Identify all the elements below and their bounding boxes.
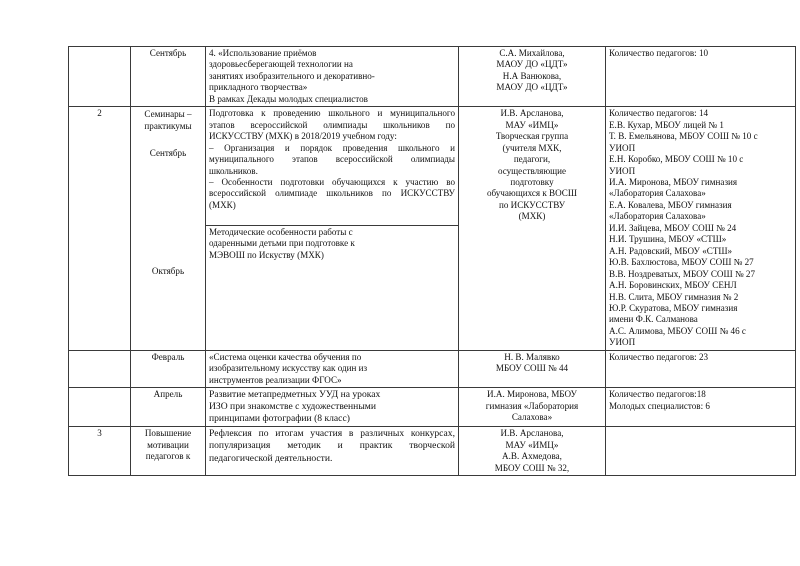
theme-line: ИЗО при знакомстве с художественными [209, 401, 376, 413]
responsible-line: Н.А Ванюкова, [502, 70, 562, 81]
result-line: А.Н. Радовский, МБОУ «СТШ» [609, 245, 733, 256]
direction-line: практикумы [144, 120, 192, 131]
theme-line: прикладного творчества» [209, 82, 308, 93]
theme-line: изобразительному искусству как один из [209, 363, 368, 374]
row-number-cell: 2 [69, 107, 131, 351]
responsible-cell [459, 427, 606, 476]
result-line: УИОП [609, 165, 636, 176]
result-line: Количество педагогов: 14 [609, 108, 709, 119]
result-line: Н.И. Трушина, МБОУ «СТШ» [609, 234, 727, 245]
row-number-cell [69, 350, 131, 387]
result-line: И.А. Миронова, МБОУ гимназия [609, 176, 738, 187]
direction-cell [131, 388, 206, 427]
theme-cell [206, 225, 459, 350]
result-cell [606, 107, 796, 351]
responsible-line: Творческая группа [495, 131, 569, 142]
theme-line: В рамках Декады молодых специалистов [209, 93, 368, 104]
result-cell [606, 47, 796, 107]
responsible-cell [459, 47, 606, 107]
responsible-line: С.А. Михайлова, [499, 48, 565, 58]
result-line: Е.В. Кухар, МБОУ лицей № 1 [609, 119, 724, 130]
theme-line: занятиях изобразительного и декоративно- [209, 70, 375, 81]
result-line: В.В. Ноздреватых, МБОУ СОШ № 27 [609, 268, 755, 279]
result-line: Количество педагогов: 23 [609, 351, 709, 362]
theme-paragraph: Подготовка к проведению школьного и муниципального этапов всероссийской олимпиады школьников по ИСКУССТВУ (МХК) в 2018/2019 учебном году: [209, 108, 455, 142]
theme-line: инструментов реализации ФГОС» [209, 374, 342, 385]
theme-line: Развитие метапредметных УУД на уроках [209, 389, 381, 401]
theme-line: МЭВОШ по Искуству (МХК) [209, 249, 324, 260]
direction-line: Апрель [153, 389, 183, 400]
direction-cell [131, 47, 206, 107]
direction-month-september: Сентябрь [149, 148, 187, 159]
result-line: Е.Н. Коробко, МБОУ СОШ № 10 с [609, 154, 744, 165]
responsible-cell [459, 107, 606, 351]
responsible-line: (МХК) [518, 211, 546, 222]
responsible-line: гимназия «Лаборатория [485, 400, 579, 411]
result-cell [606, 427, 796, 476]
result-cell [606, 350, 796, 387]
result-line: Ю.В. Бахлюстова, МБОУ СОШ № 27 [609, 257, 754, 268]
result-cell [606, 388, 796, 427]
table-row [69, 427, 796, 476]
result-line: УИОП [609, 337, 636, 348]
direction-line: Семинары – [144, 109, 192, 120]
direction-line: Повышение [144, 428, 192, 439]
theme-paragraph: – Особенности подготовки обучающихся к участию во всероссийской олимпиаде школьников по ИСКУССТВУ (МХК) [209, 176, 455, 210]
responsible-line: МАУ «ИМЦ» [505, 119, 559, 130]
responsible-line: Н. В. Малявко [504, 351, 560, 362]
direction-line: Февраль [151, 351, 185, 362]
table-row [69, 350, 796, 387]
result-line: Е.А. Ковалева, МБОУ гимназия [609, 199, 732, 210]
table-row [69, 388, 796, 427]
table-row [69, 47, 796, 107]
direction-cell [131, 107, 206, 351]
responsible-line: МБОУ СОШ № 44 [495, 363, 569, 374]
result-line: Молодых специалистов: 6 [609, 400, 710, 411]
plan-table [68, 46, 796, 476]
result-line: Количество педагогов:18 [609, 389, 706, 400]
responsible-line: (учителя МХК, [502, 142, 562, 153]
result-line: имени Ф.К. Салманова [609, 314, 698, 325]
responsible-cell [459, 350, 606, 387]
direction-month-october: Октябрь [151, 265, 185, 276]
table-row [69, 107, 796, 226]
theme-line: одаренными детьми при подготовке к [209, 238, 355, 249]
responsible-line: МАОУ ДО «ЦДТ» [496, 82, 568, 93]
row-number-cell: 3 [69, 427, 131, 476]
direction-line: педагогов к [145, 451, 191, 462]
theme-line: Методические особенности работы с [209, 226, 353, 237]
responsible-line: И.В. Арсланова, [500, 428, 564, 439]
responsible-cell [459, 388, 606, 427]
result-line: А.Н. Боровинских, МБОУ СЕНЛ [609, 280, 737, 291]
responsible-line: МАУ «ИМЦ» [505, 439, 559, 450]
responsible-line: обучающихся к ВОСШ [486, 188, 578, 199]
result-line: «Лаборатория Салахова» [609, 211, 706, 222]
responsible-line: педагоги, [513, 154, 551, 165]
theme-cell [206, 350, 459, 387]
result-line: А.С. Алимова, МБОУ СОШ № 46 с [609, 325, 746, 336]
result-line: Т. В. Емельянова, МБОУ СОШ № 10 с [609, 131, 758, 142]
row-number-cell [69, 47, 131, 107]
direction-line: Сентябрь [149, 48, 187, 58]
result-line: Ю.Р. Скуратова, МБОУ гимназия [609, 302, 738, 313]
result-line: Н.В. Слита, МБОУ гимназия № 2 [609, 291, 739, 302]
direction-cell [131, 427, 206, 476]
theme-cell [206, 388, 459, 427]
theme-cell [206, 427, 459, 476]
theme-line: принципами фотографии (8 класс) [209, 413, 350, 425]
theme-line: 4. «Использование приёмов [209, 48, 317, 58]
responsible-line: Салахова» [511, 412, 553, 423]
theme-line: здоровьесберегающей технологии на [209, 59, 353, 70]
row-number-cell [69, 388, 131, 427]
result-line: И.И. Зайцева, МБОУ СОШ № 24 [609, 222, 737, 233]
result-line: «Лаборатория Салахова» [609, 188, 706, 199]
theme-paragraph: Рефлексия по итогам участия в различных конкурсах, популяризация методик и практик творческой педагогической деятельности. [209, 428, 455, 464]
direction-cell [131, 350, 206, 387]
theme-paragraph: – Организация и порядок проведения школьного и муниципального этапов всероссийской олимпиады школьников. [209, 142, 455, 176]
responsible-line: А.В. Ахмедова, [502, 451, 562, 462]
responsible-line: И.В. Арсланова, [500, 108, 564, 119]
result-line: УИОП [609, 142, 636, 153]
responsible-line: МАОУ ДО «ЦДТ» [496, 59, 568, 70]
responsible-line: МБОУ СОШ № 32, [494, 462, 570, 473]
responsible-line: подготовку [510, 176, 554, 187]
theme-cell [206, 47, 459, 107]
theme-line: «Система оценки качества обучения по [209, 351, 362, 362]
result-line: Количество педагогов: 10 [609, 48, 709, 58]
direction-line: мотивации [147, 439, 189, 450]
theme-cell [206, 107, 459, 226]
responsible-line: И.А. Миронова, МБОУ [487, 389, 577, 400]
responsible-line: осуществляющие [497, 165, 567, 176]
responsible-line: по ИСКУССТВУ [498, 199, 566, 210]
